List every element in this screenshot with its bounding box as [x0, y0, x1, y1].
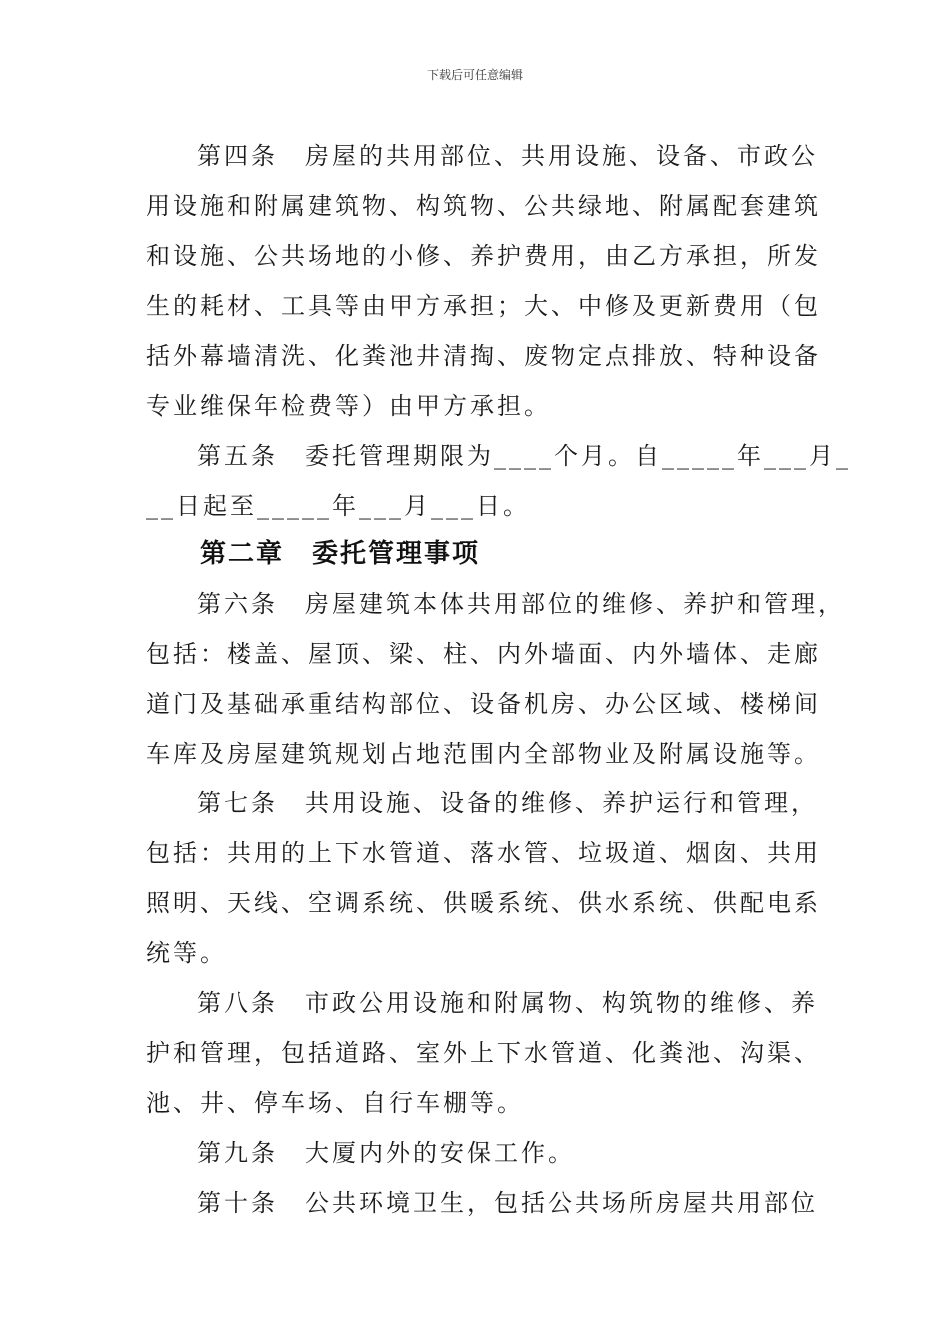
article-10-line-1: 第十条 公共环境卫生，包括公共场所房屋共用部位 — [197, 1189, 818, 1217]
article-4-line-6: 专业维保年检费等）由甲方承担。 — [146, 392, 551, 420]
article-7-line-4: 统等。 — [146, 939, 227, 967]
article-6-line-4: 车库及房屋建筑规划占地范围内全部物业及附属设施等。 — [146, 740, 821, 768]
article-8-line-1: 第八条 市政公用设施和附属物、构筑物的维修、养 — [197, 989, 818, 1017]
article-4-line-1: 第四条 房屋的共用部位、共用设施、设备、市政公 — [197, 142, 818, 170]
article-6-line-2: 包括：楼盖、屋顶、梁、柱、内外墙面、内外墙体、走廊 — [146, 640, 821, 668]
article-4-line-3: 和设施、公共场地的小修、养护费用，由乙方承担，所发 — [146, 242, 821, 270]
article-7-line-3: 照明、天线、空调系统、供暖系统、供水系统、供配电系 — [146, 889, 821, 917]
article-5-line-1: 第五条 委托管理期限为____个月。自_____年___月_ — [197, 442, 851, 470]
article-6-line-3: 道门及基础承重结构部位、设备机房、办公区域、楼梯间 — [146, 690, 821, 718]
article-9-line-1: 第九条 大厦内外的安保工作。 — [197, 1139, 575, 1167]
article-8-line-3: 池、井、停车场、自行车棚等。 — [146, 1089, 524, 1117]
article-6-line-1: 第六条 房屋建筑本体共用部位的维修、养护和管理， — [197, 590, 845, 618]
article-5-line-2: __日起至_____年___月___日。 — [146, 492, 530, 520]
article-7-line-2: 包括：共用的上下水管道、落水管、垃圾道、烟囱、共用 — [146, 839, 821, 867]
article-8-line-2: 护和管理，包括道路、室外上下水管道、化粪池、沟渠、 — [146, 1039, 821, 1067]
article-4-line-2: 用设施和附属建筑物、构筑物、公共绿地、附属配套建筑 — [146, 192, 821, 220]
chapter-heading: 第二章 委托管理事项 — [200, 539, 481, 569]
article-7-line-1: 第七条 共用设施、设备的维修、养护运行和管理， — [197, 789, 818, 817]
article-4-line-5: 括外幕墙清洗、化粪池井清掏、废物定点排放、特种设备 — [146, 342, 821, 370]
article-4-line-4: 生的耗材、工具等由甲方承担；大、中修及更新费用（包 — [146, 292, 821, 320]
header-note: 下载后可任意编辑 — [426, 68, 523, 82]
